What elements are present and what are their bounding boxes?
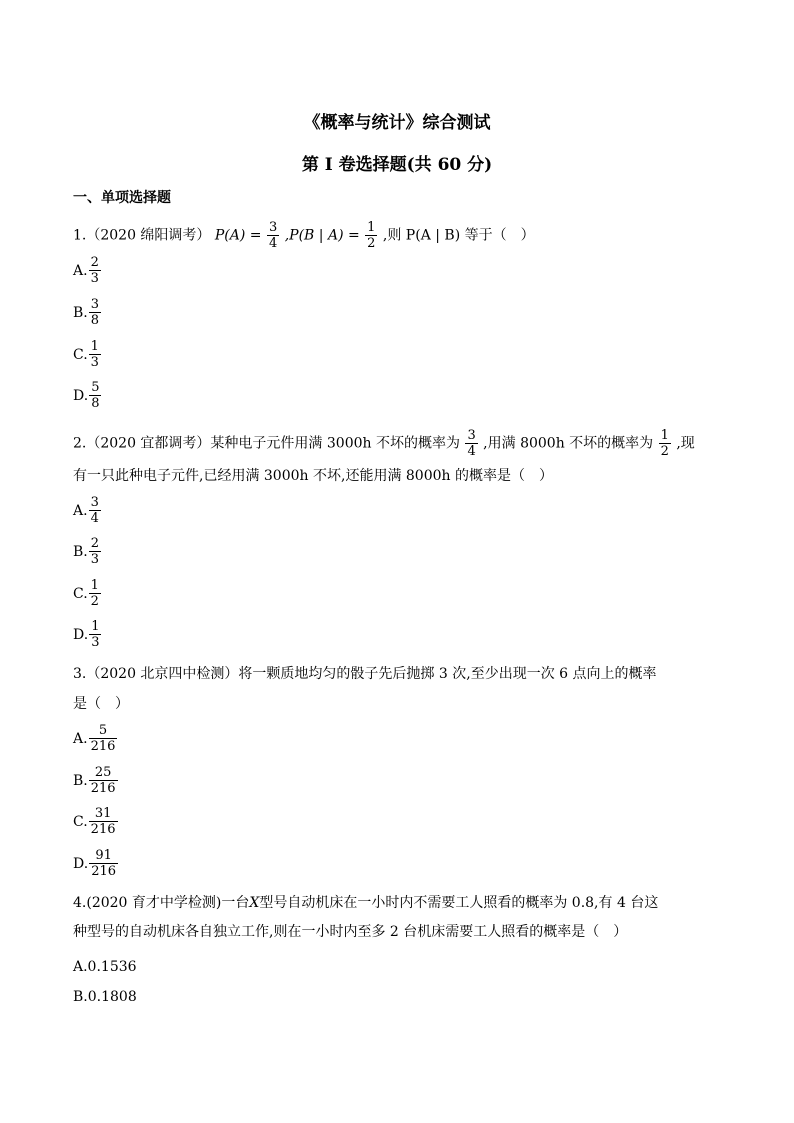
q1-pa: P(A) = bbox=[214, 227, 262, 244]
q2-option-d: D. $\frac{1}{3}$ bbox=[73, 619, 100, 650]
q2-fraction-1: $\frac{3}{4}$ bbox=[467, 428, 476, 459]
q4-option-a: A.0.1536 bbox=[73, 959, 137, 975]
q2-option-a: A. $\frac{3}{4}$ bbox=[73, 495, 99, 526]
q4-option-b: B.0.1808 bbox=[73, 989, 137, 1005]
q1-option-c: C. $\frac{1}{3}$ bbox=[73, 339, 99, 370]
q3-option-a: A. $\frac{5}{216}$ bbox=[73, 723, 116, 754]
question-4-line-1: 4.(2020 育才中学检测)一台X型号自动机床在一小时内不需要工人照看的概率为 0.8,有 4 台这 bbox=[73, 895, 659, 911]
q2-option-b: B. $\frac{2}{3}$ bbox=[73, 536, 100, 567]
q1-tail: ,则 P(A | B) 等于（ ） bbox=[382, 227, 535, 244]
q3-option-b: B. $\frac{25}{216}$ bbox=[73, 765, 116, 796]
question-3-line-2: 是（ ） bbox=[73, 696, 129, 712]
q1-option-b: B. $\frac{3}{8}$ bbox=[73, 297, 100, 328]
question-1 bbox=[73, 220, 535, 251]
q2-fraction-2: $\frac{1}{2}$ bbox=[660, 428, 669, 459]
q4-model-x: X bbox=[249, 895, 260, 911]
q2-option-c: C. $\frac{1}{2}$ bbox=[73, 578, 99, 609]
page-subtitle: 第 I 卷选择题(共 60 分) bbox=[301, 155, 493, 175]
question-2-line-2: 有一只此种电子元件,已经用满 3000h 不坏,还能用满 8000h 的概率是（ ） bbox=[73, 468, 553, 484]
q3-option-c: C. $\frac{31}{216}$ bbox=[73, 806, 116, 837]
q1-fraction-pba: $\frac{1}{2}$ bbox=[367, 220, 376, 251]
q1-pba: ,P(B | A) = bbox=[284, 227, 360, 244]
page-title: 《概率与统计》综合测试 bbox=[303, 113, 491, 133]
q1-option-d: D. $\frac{5}{8}$ bbox=[73, 380, 100, 411]
question-3-line-1: 3.（2020 北京四中检测）将一颗质地均匀的骰子先后抛掷 3 次,至少出现一次 6 点向上的概率 bbox=[73, 666, 657, 682]
q1-fraction-pa: $\frac{3}{4}$ bbox=[268, 220, 278, 251]
question-2-line-1: 2.（2020 宜都调考）某种电子元件用满 3000h 不坏的概率为 $\frac{3}{4}$ ,用满 8000h 不坏的概率为 $\frac{1}{2}$ ,现 bbox=[73, 428, 695, 459]
q1-prefix: 1.（2020 绵阳调考） bbox=[73, 227, 211, 244]
q1-option-a: A. $\frac{2}{3}$ bbox=[73, 255, 99, 286]
section-heading: 一、单项选择题 bbox=[73, 190, 171, 206]
question-4-line-2: 种型号的自动机床各自独立工作,则在一小时内至多 2 台机床需要工人照看的概率是（ ） bbox=[73, 924, 628, 940]
q3-option-d: D. $\frac{91}{216}$ bbox=[73, 848, 117, 879]
